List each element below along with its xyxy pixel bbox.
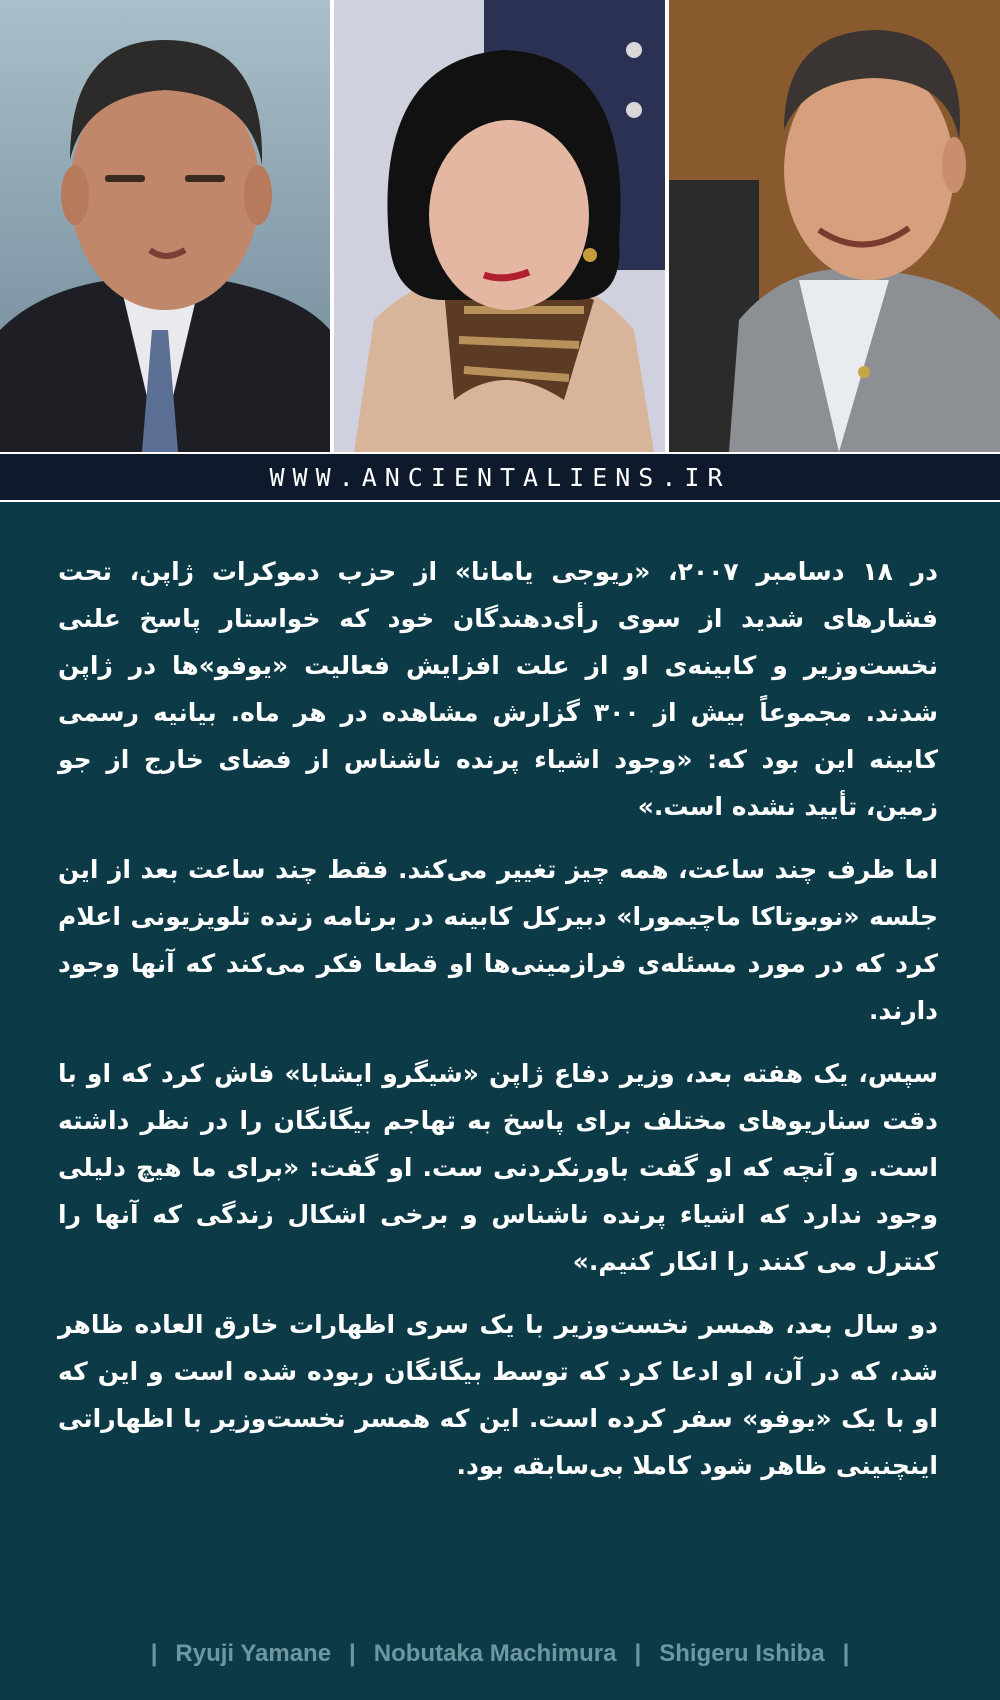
- portrait-man-smiling-icon: [669, 0, 1000, 452]
- paragraph-3: سپس، یک هفته بعد، وزیر دفاع ژاپن «شیگرو ایشابا» فاش کرد که او با دقت سناریوهای مختلف برای پاسخ به تهاجم بیگانگان را در نظر داشته است. و آنچه که او گفت باورنکردنی ست. او گفت: «برای ما هیچ دلیلی وجود ندارد که اشیاء پرنده ناشناس و برخی اشکال زندگی که آنها را کنترل می کنند را انکار کنیم.»: [58, 1059, 938, 1276]
- caption-name-2: Nobutaka Machimura: [373, 1640, 617, 1667]
- caption-name-3: Shigeru Ishiba: [659, 1640, 825, 1667]
- separator: |: [842, 1640, 850, 1667]
- paragraph-2: اما ظرف چند ساعت، همه چیز تغییر می‌کند. فقط چند ساعت بعد از این جلسه «نوبوتاکا ماچیمورا» دبیرکل کابینه در برنامه زنده تلویزیونی اعلام کرد که در مورد مسئله‌ی فرازمینی‌ها او قطعا فکر می‌کند که آنها وجود دارند.: [58, 855, 938, 1025]
- article-body: [58, 548, 938, 1505]
- separator: |: [634, 1640, 642, 1667]
- photo-shigeru-ishiba: [0, 0, 330, 452]
- caption-names: [0, 1636, 1000, 1672]
- photo-woman-scarf: [334, 0, 665, 452]
- paragraph-4: دو سال بعد، همسر نخست‌وزیر با یک سری اظهارات خارق العاده ظاهر شد، که در آن، او ادعا کرد که توسط بیگانگان ربوده شده است و این که او با یک «یوفو» سفر کرده است. این که همسر نخست‌وزیر با اظهاراتی اینچنینی ظاهر شود کاملا بی‌سابقه بود.: [58, 1310, 938, 1480]
- caption-name-1: Ryuji Yamane: [175, 1640, 332, 1667]
- portrait-woman-icon: [334, 0, 665, 452]
- separator: |: [349, 1640, 356, 1667]
- portrait-man-icon: [0, 0, 330, 452]
- photo-strip: [0, 0, 1000, 452]
- photo-man-smiling: [669, 0, 1000, 452]
- separator: |: [150, 1640, 158, 1667]
- site-banner: [0, 452, 1000, 502]
- paragraph-1: در ۱۸ دسامبر ۲۰۰۷، «ریوجی یامانا» از حزب دموکرات ژاپن، تحت فشارهای شدید از سوی رأی‌دهندگان خود که خواستار پاسخ علنی نخست‌وزیر و کابینه‌ی او از علت افزایش فعالیت «یوفو»ها در ژاپن شدند. مجموعاً بیش از ۳۰۰ گزارش مشاهده در هر ماه. بیانیه رسمی کابینه این بود که: «وجود اشیاء پرنده ناشناس از فضای خارج از جو زمین، تأیید نشده است.»: [58, 557, 938, 821]
- site-url[interactable]: WWW.ANCIENTALIENS.IR: [269, 462, 731, 492]
